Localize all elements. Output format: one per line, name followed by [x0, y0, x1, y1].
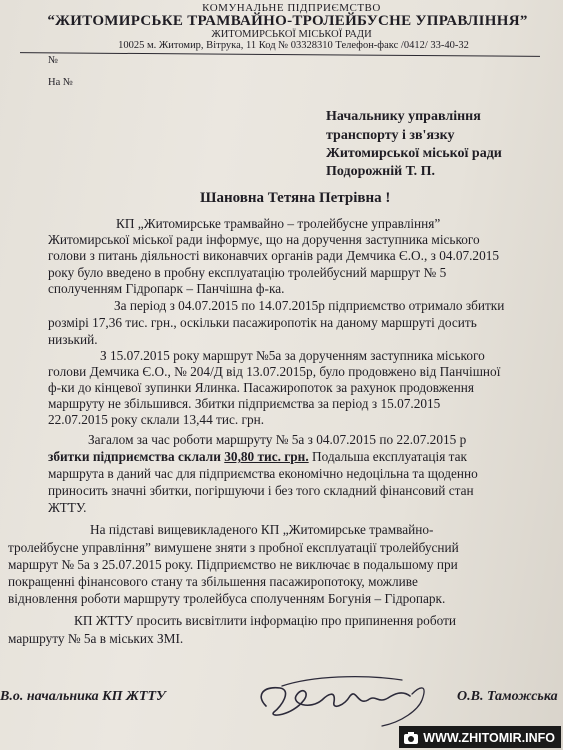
watermark-text: WWW.ZHITOMIR.INFO: [423, 731, 555, 745]
body-line: маршрут № 5а з 25.07.2015 року. Підприємство не виключає в подальшому при: [8, 557, 458, 572]
body-line: голови Демчика Є.О., № 204/Д від 13.07.2015р, було продовжено від Панчішної: [48, 364, 501, 379]
signatory-role: В.о. начальника КП ЖТТУ: [0, 689, 166, 704]
body-line: покращенні фінансового стану та збільшення пасажиропотоку, можливе: [8, 574, 418, 589]
body-line: тролейбусне управління” вимушене зняти з пробної експлуатації тролейбусний: [8, 540, 459, 555]
recipient-line: транспорту і зв'язку: [326, 128, 455, 143]
org-type-line: КОМУНАЛЬНЕ ПІДПРИЄМСТВО: [202, 2, 381, 14]
body-line: За період з 04.07.2015 по 14.07.2015р підприємство отримало збитки: [114, 298, 505, 313]
recipient-name: Подорожній Т. П.: [326, 164, 436, 179]
loss-total-amount: 30,80 тис. грн.: [224, 449, 309, 464]
body-line: року було введено в пробну експлуатацію тролейбусний маршрут № 5: [48, 265, 447, 280]
body-line: 22.07.2015 року склали 13,44 тис. грн.: [48, 412, 265, 427]
body-line: З 15.07.2015 року маршрут №5а за дорученням заступника міського: [100, 348, 485, 363]
loss-text: збитки підприємства склали: [48, 449, 225, 464]
body-line: [48, 449, 467, 465]
org-address-line: 10025 м. Житомир, Вітрука, 11 Код № 03328310 Телефон-факс /0412/ 33-40-32: [118, 40, 469, 51]
body-line: На підставі вищевикладеного КП „Житомирське трамвайно-: [90, 522, 434, 537]
body-line: приносить значні збитки, погіршуючи і без того складний фінансовий стан: [48, 483, 474, 498]
camera-icon: [403, 730, 419, 746]
body-line: голови з питань діяльності виконавчих органів ради Демчика Є.О., з 04.07.2015: [48, 248, 500, 263]
body-text: Подальша експлуатація так: [308, 449, 467, 464]
body-line: КП „Житомирське трамвайно – тролейбусне управління”: [116, 216, 441, 231]
org-parent-line: ЖИТОМИРСЬКОЇ МІСЬКОЇ РАДИ: [211, 29, 372, 40]
greeting: Шановна Тетяна Петрівна !: [200, 190, 391, 206]
body-line: КП ЖТТУ просить висвітлити інформацію про припинення роботи: [74, 613, 456, 628]
org-name-heading: “ЖИТОМИРСЬКЕ ТРАМВАЙНО-ТРОЛЕЙБУСНЕ УПРАВЛІННЯ”: [47, 13, 528, 29]
body-line: Житомирської міської ради інформує, що на доручення заступника міського: [48, 232, 480, 247]
recipient-line: Житомирської міської ради: [326, 146, 502, 161]
body-line: маршруту № 5а в міських ЗМІ.: [8, 631, 184, 646]
outgoing-number-field: №: [48, 55, 59, 66]
body-line: відновлення роботи маршруту тролейбуса сполученням Богунія – Гідропарк.: [8, 591, 446, 606]
body-line: маршруту не збільшився. Збитки підприємства за період з 15.07.2015: [48, 396, 441, 411]
body-line: розмірі 17,36 тис. грн., оскільки пасажиропотік на даному маршруті досить: [48, 315, 477, 330]
header-divider: [20, 52, 540, 57]
body-line: маршрута в даний час для підприємства економічно недоцільна та щоденно: [48, 466, 478, 481]
body-line: сполученням Гідропарк – Панчішна ф-ка.: [48, 281, 285, 296]
handwritten-signature: [252, 666, 442, 732]
incoming-number-field: На №: [48, 77, 73, 88]
body-line: низький.: [48, 332, 98, 347]
body-line: Загалом за час роботи маршруту № 5а з 04.07.2015 по 22.07.2015 р: [88, 432, 467, 447]
body-line: ф-ки до кінцевої зупинки Ялинка. Пасажиропоток за рахунок продовження: [48, 380, 474, 395]
signatory-name: О.В. Таможська: [457, 689, 558, 704]
site-watermark: [399, 726, 561, 748]
recipient-line: Начальнику управління: [326, 109, 481, 124]
body-line: ЖТТУ.: [48, 500, 87, 515]
